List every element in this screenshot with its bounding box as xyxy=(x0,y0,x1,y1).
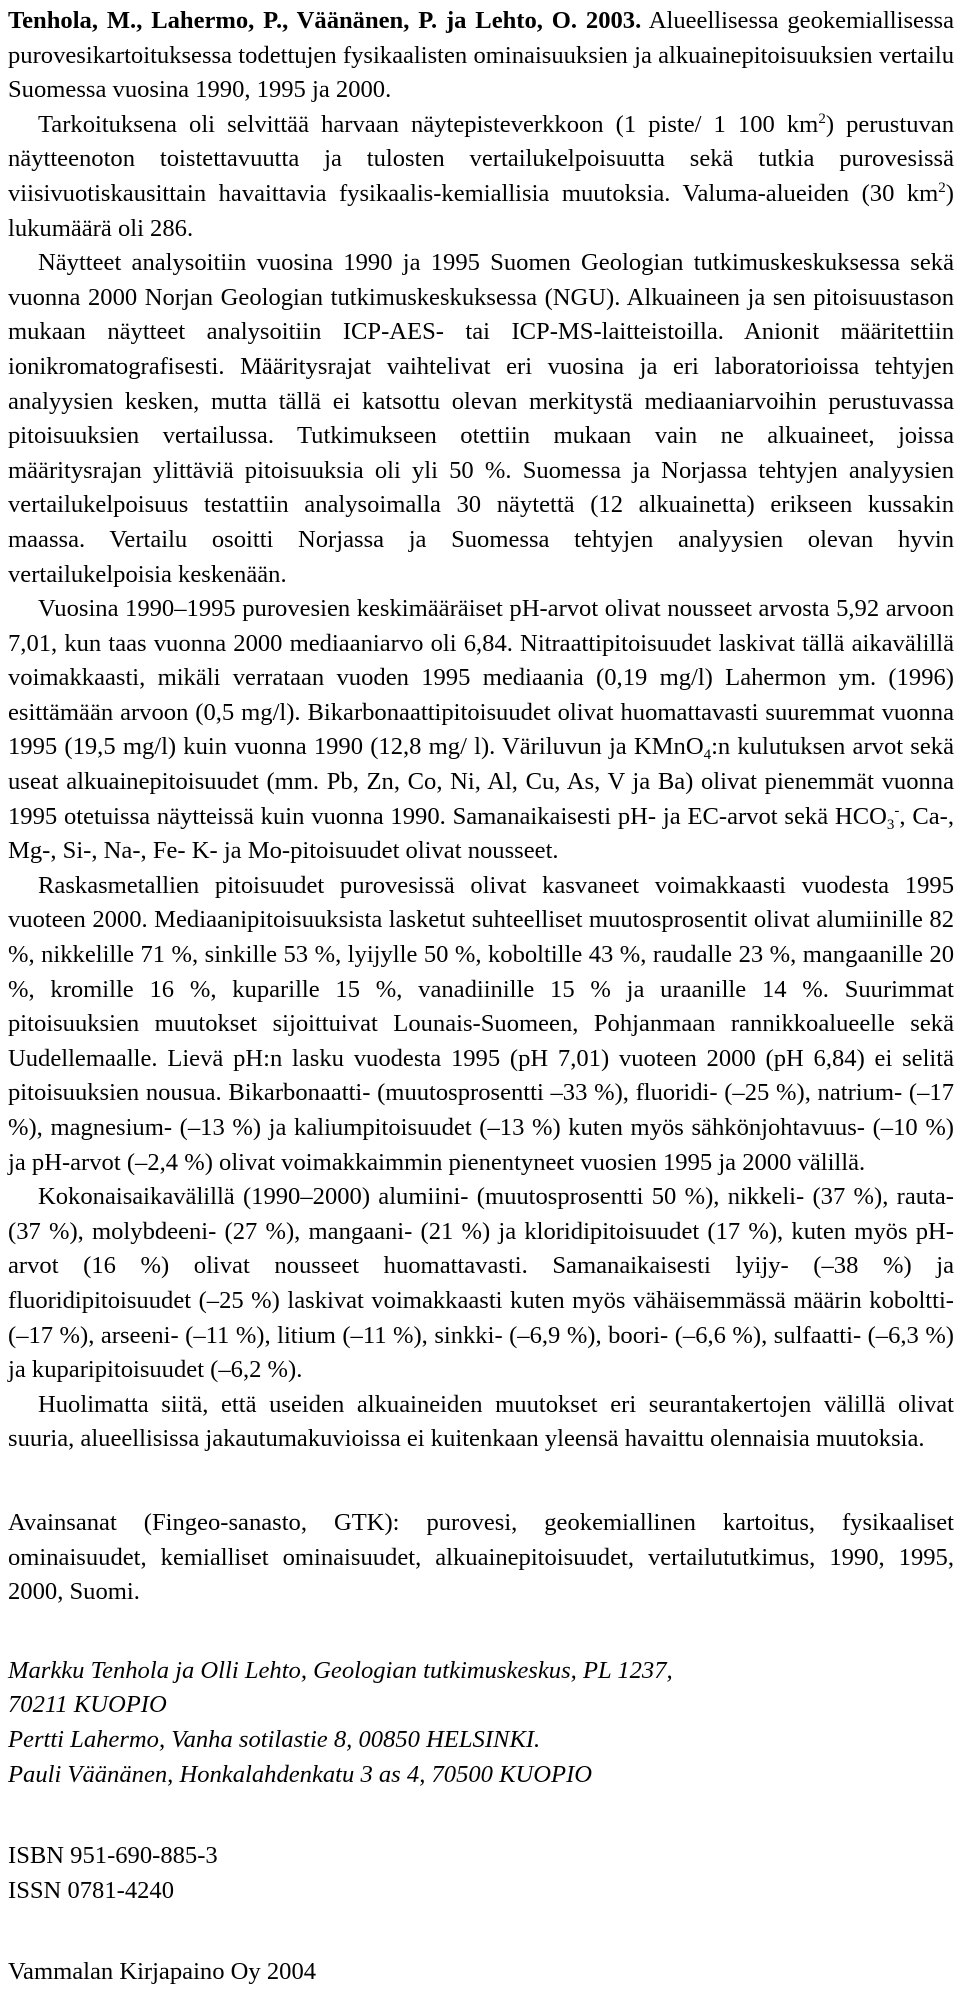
paragraph-results-text-a: Vuosina 1990–1995 purovesien keskimääräiset pH-arvot olivat nousseet arvosta 5,92 arvoon 7,01, kun taas vuonna 2000 mediaaniarvo oli 6,84. Nitraattipitoisuudet laskivat tällä aikavälillä voimakkaasti, mikäli verrataan vuoden 1995 mediaania (0,19 mg/l) Lahermon ym. (1996) esittämään arvoon (0,5 mg/l). Bikarbonaattipitoisuudet olivat huomattavasti suuremmat vuonna 1995 (19,5 mg/l) kuin vuonna 1990 (12,8 mg/ l). Väriluvun ja KMnO xyxy=(8,595,954,761)
paragraph-results-text-c: , Ca-, Mg-, Si-, Na-, Fe- K- ja Mo-pitoisuudet olivat nousseet. xyxy=(8,802,954,865)
paragraph-purpose xyxy=(8,108,954,246)
paragraph-heavy-metals: Raskasmetallien pitoisuudet purovesissä olivat kasvaneet voimakkaasti vuodesta 1995 vuoteen 2000. Mediaanipitoisuuksista lasketut suhteelliset muutosprosentit olivat alumiinille 82 %, nikkelille 71 %, sinkille 53 %, lyijylle 50 %, koboltille 43 %, raudalle 23 %, mangaanille 20 %, kromille 16 %, kuparille 15 %, vanadiinille 15 % ja uraanille 14 %. Suurimmat pitoisuuksien muutokset sijoittuivat Lounais-Suomeen, Pohjanmaan rannikkoalueelle sekä Uudellemaalle. Lievä pH:n lasku vuodesta 1995 (pH 7,01) vuoteen 2000 (pH 6,84) ei selitä pitoisuuksien nousua. Bikarbonaatti- (muutosprosentti –33 %), fluoridi- (–25 %), natrium- (–17 %), magnesium- (–13 %) ja kaliumpitoisuudet (–13 %) kuten myös sähkönjohtavuus- (–10 %) ja pH-arvot (–2,4 %) olivat voimakkaimmin pienentyneet vuosien 1995 ja 2000 välillä. xyxy=(8,871,954,1176)
paragraph-purpose-text-b: ) perustuvan näytteenoton toistettavuutta ja tulosten vertailukelpoisuutta sekä tutkia purovesissä viisivuotiskausittain havaittavia fysikaalis-kemiallisia muutoksia. Valuma-alueiden (30 km xyxy=(8,110,954,207)
paragraph-results-text-b: :n kulutuksen arvot sekä useat alkuainepitoisuudet (mm. Pb, Zn, Co, Ni, Al, Cu, As, V ja Ba) olivat pienemmät vuonna 1995 otetuissa näytteissä kuin vuonna 1990. Samanaikaisesti pH- ja EC-arvot sekä HCO xyxy=(8,733,954,830)
author-address-line: 70211 KUOPIO xyxy=(8,1691,167,1719)
subscript-4: 4 xyxy=(703,747,712,764)
author-address-line: Markku Tenhola ja Olli Lehto, Geologian tutkimuskeskus, PL 1237, xyxy=(8,1656,673,1684)
reference-paragraph xyxy=(8,4,954,108)
superscript-2: 2 xyxy=(938,179,946,196)
issn: ISSN 0781-4240 xyxy=(8,1876,175,1904)
paragraph-purpose-text-c: ) lukumäärä oli 286. xyxy=(8,179,954,242)
author-address-line: Pertti Lahermo, Vanha sotilastie 8, 00850 HELSINKI. xyxy=(8,1725,541,1753)
identifiers xyxy=(8,1839,954,1908)
paragraph-total-period: Kokonaisaikavälillä (1990–2000) alumiini- (muutosprosentti 50 %), nikkeli- (37 %), rauta- (37 %), molybdeeni- (27 %), mangaani- (21 %) ja kloridipitoisuudet (17 %), kuten myös pH-arvot (16 %) olivat nousseet huomattavasti. Samanaikaisesti lyijy- (–38 %) ja fluoridipitoisuudet (–25 %) laskivat voimakkaasti kuten myös vähäisemmässä määrin koboltti- (–17 %), arseeni- (–11 %), litium (–11 %), sinkki- (–6,9 %), boori- (–6,6 %), sulfaatti- (–6,3 %) ja kuparipitoisuudet (–6,2 %). xyxy=(8,1183,954,1384)
printer-line: Vammalan Kirjapaino Oy 2004 xyxy=(8,1958,317,1986)
paragraph-conclusion: Huolimatta siitä, että useiden alkuaineiden muutokset eri seurantakertojen välillä olivat suuria, alueellisissa jakautumakuvioissa ei kuitenkaan yleensä havaittu olennaisia muutoksia. xyxy=(8,1390,954,1453)
subscript-3: 3 xyxy=(886,816,895,833)
reference-title: Alueellisessa geokemiallisessa purovesikartoituksessa todettujen fysikaalisten ominaisuuksien ja alkuainepitoisuuksien vertailu Suomessa vuosina 1990, 1995 ja 2000. xyxy=(8,7,955,104)
author-addresses xyxy=(8,1654,954,1792)
superscript-minus: - xyxy=(894,802,900,819)
author-address-line: Pauli Väänänen, Honkalahdenkatu 3 as 4, 70500 KUOPIO xyxy=(8,1760,593,1788)
paragraph-results-1990-1995 xyxy=(8,592,954,869)
reference-authors: Tenhola, M., Lahermo, P., Väänänen, P. ja Lehto, O. 2003. xyxy=(8,7,642,34)
isbn: ISBN 951-690-885-3 xyxy=(8,1842,218,1870)
paragraph-methods: Näytteet analysoitiin vuosina 1990 ja 1995 Suomen Geologian tutkimuskeskuksessa sekä vuonna 2000 Norjan Geologian tutkimuskeskuksessa (NGU). Alkuaineen ja sen pitoisuustason mukaan näytteet analysoitiin ICP-AES- tai ICP-MS-laitteistoilla. Anionit määritettiin ionikromatografisesti. Määritysrajat vaihtelivat eri vuosina ja eri laboratorioissa tehtyjen analyysien kesken, mutta tällä ei katsottu olevan merkitystä mediaaniarvoihin perustuvassa pitoisuuksien vertailussa. Tutkimukseen otettiin mukaan vain ne alkuaineet, joissa määritysrajan ylittäviä pitoisuuksia oli yli 50 %. Suomessa ja Norjassa tehtyjen analyysien vertailukelpoisuus testattiin analysoimalla 30 näytettä (12 alkuainetta) erikseen kussakin maassa. Vertailu osoitti Norjassa ja Suomessa tehtyjen analyysien olevan hyvin vertailukelpoisia keskenään. xyxy=(8,249,954,588)
paragraph-purpose-text-a: Tarkoituksena oli selvittää harvaan näytepisteverkkoon (1 piste/ 1 100 km xyxy=(38,110,819,138)
keywords: Avainsanat (Fingeo-sanasto, GTK): purovesi, geokemiallinen kartoitus, fysikaaliset ominaisuudet, kemialliset ominaisuudet, alkuainepitoisuudet, vertailututkimus, 1990, 1995, 2000, Suomi. xyxy=(8,1508,954,1606)
superscript-2: 2 xyxy=(818,110,826,127)
